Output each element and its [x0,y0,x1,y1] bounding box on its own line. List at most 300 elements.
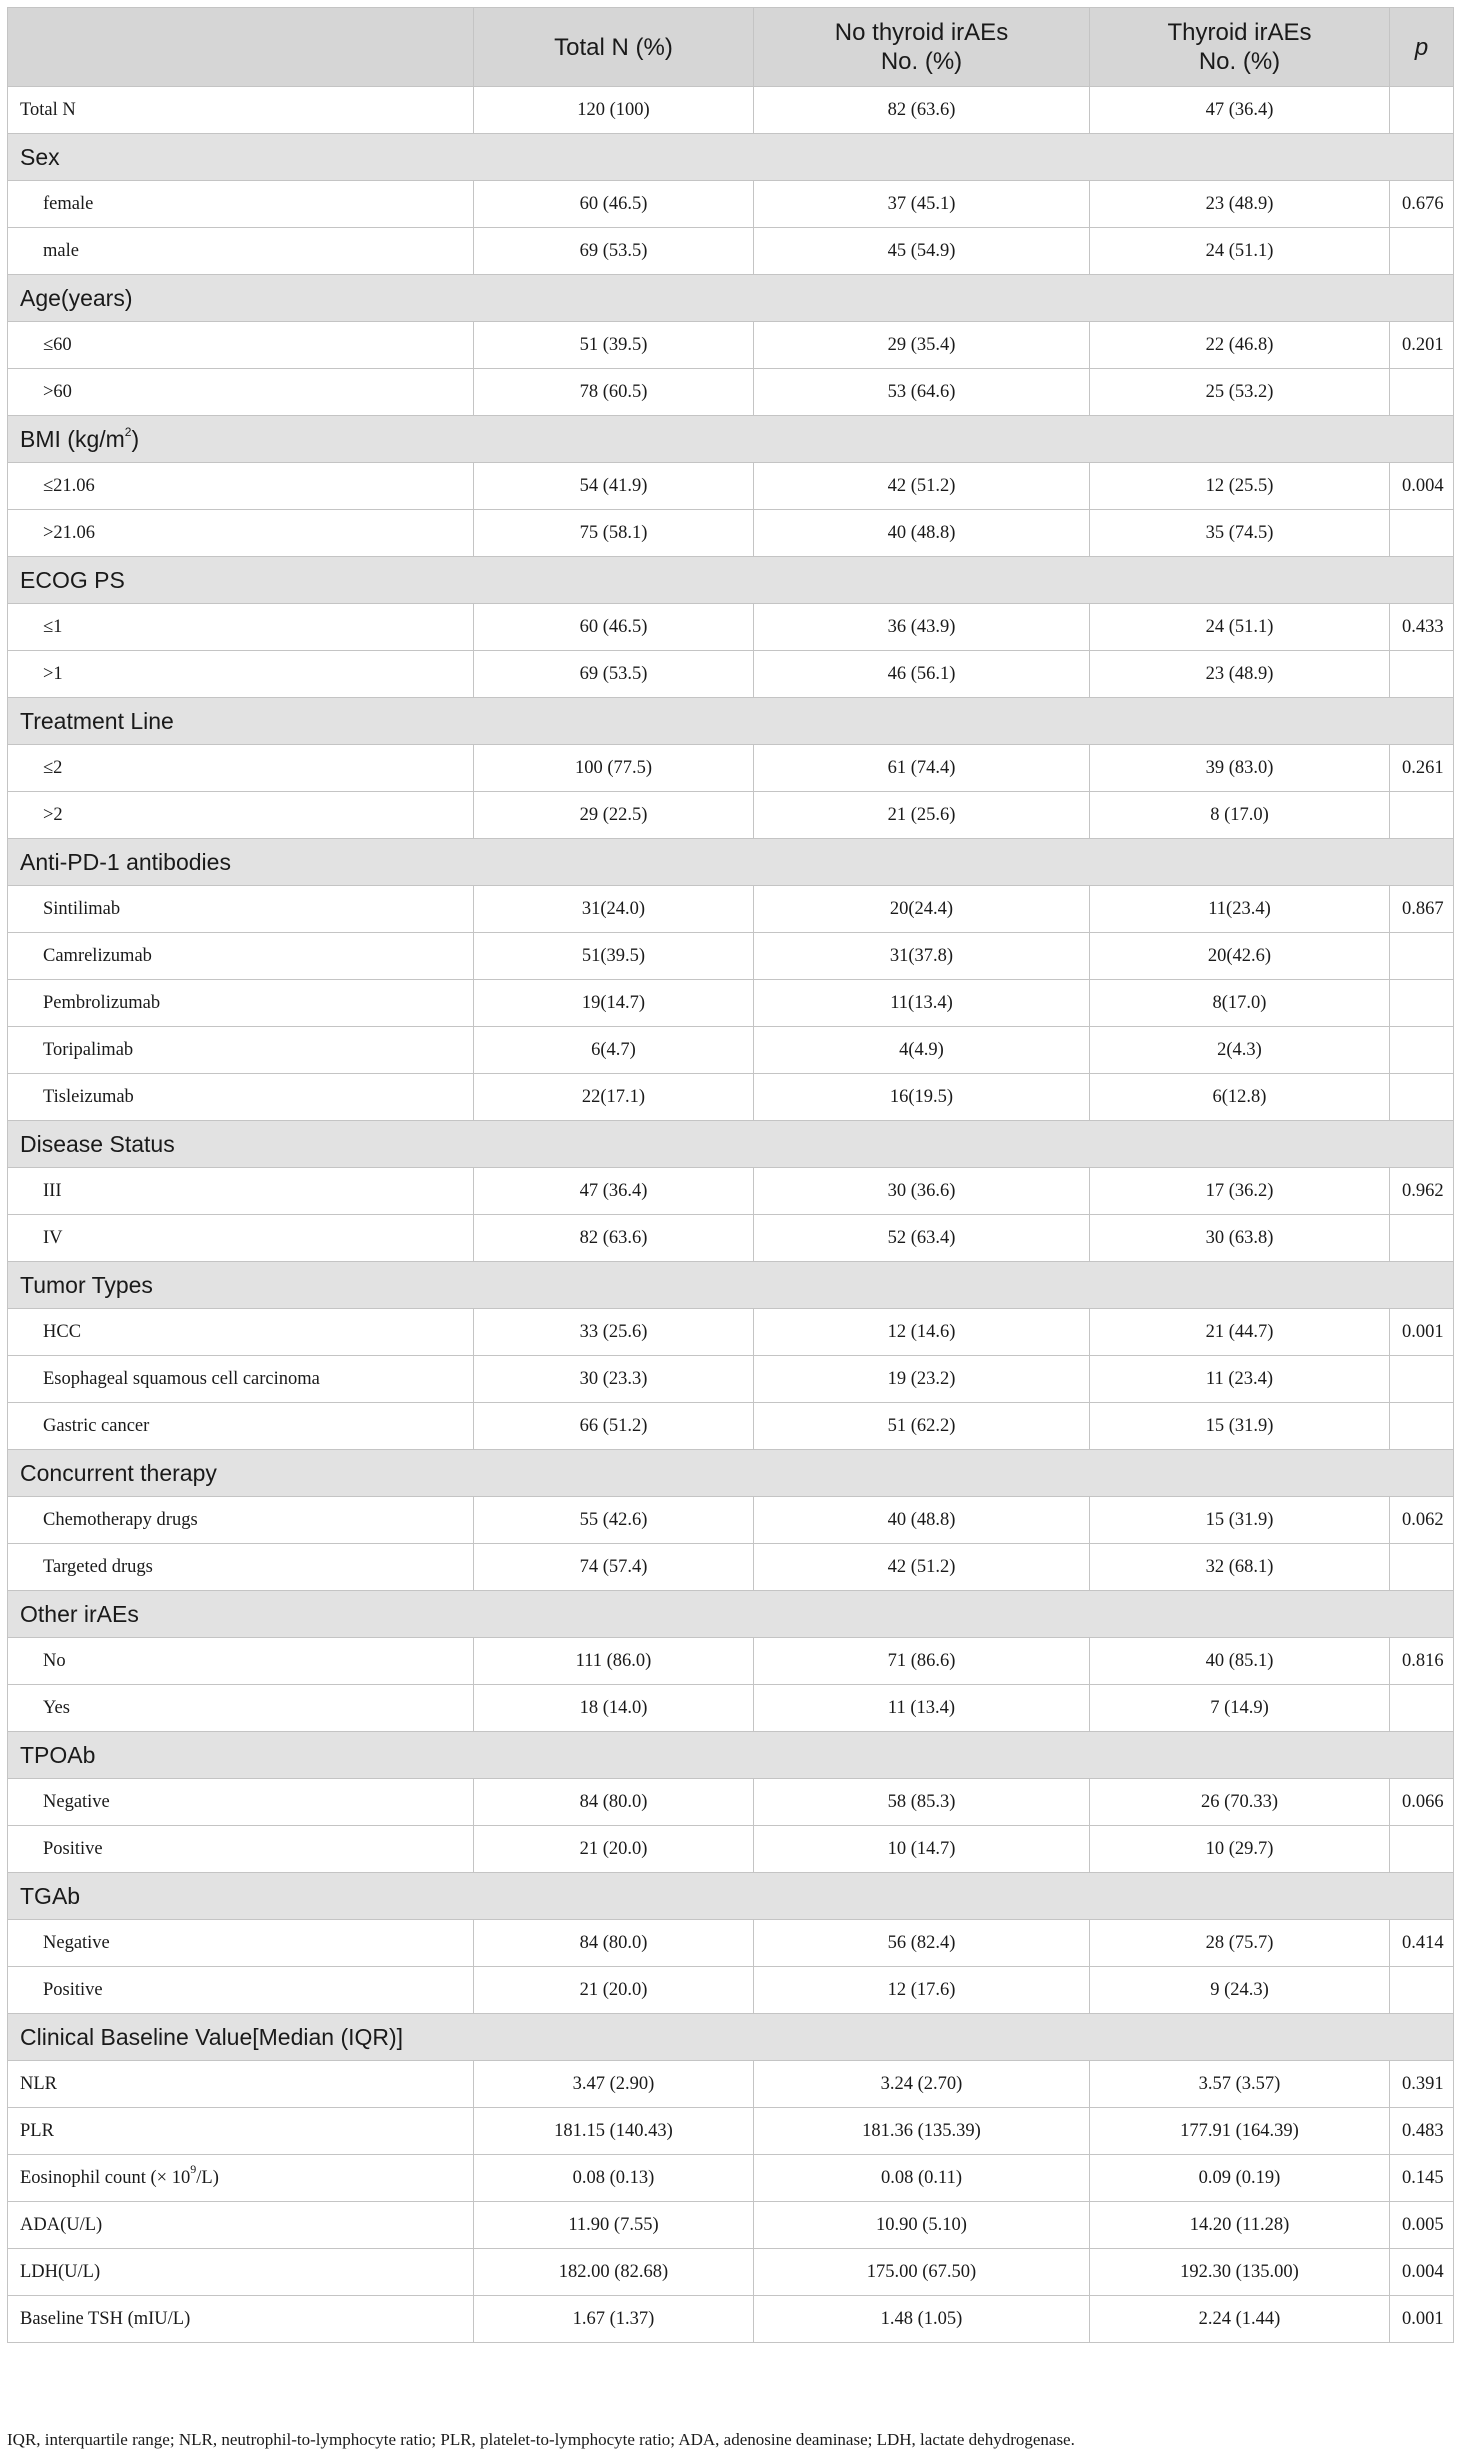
p-value-cell: 0.004 [1390,463,1454,510]
table-row [8,228,1454,275]
no-thyroid-cell: 19 (23.2) [754,1356,1090,1403]
p-value-cell [1390,510,1454,557]
total-cell: 60 (46.5) [474,181,754,228]
row-label-text: Positive [43,1979,103,2000]
row-label [8,1544,474,1591]
row-label-text: Targeted drugs [43,1556,153,1577]
row-label-text: HCC [43,1321,82,1342]
no-thyroid-cell: 37 (45.1) [754,181,1090,228]
row-label-text: female [43,193,94,214]
table-row [8,792,1454,839]
thyroid-cell: 3.57 (3.57) [1090,2061,1390,2108]
thyroid-cell: 2(4.3) [1090,1027,1390,1074]
no-thyroid-cell: 12 (17.6) [754,1967,1090,2014]
row-label [8,886,474,933]
section-label [8,2014,1454,2061]
row-label [8,1826,474,1873]
p-value-cell [1390,369,1454,416]
row-label [8,2249,474,2296]
thyroid-cell: 24 (51.1) [1090,228,1390,275]
section-label-text: Tumor Types [20,1271,153,1298]
p-value-cell [1390,980,1454,1027]
thyroid-cell: 0.09 (0.19) [1090,2155,1390,2202]
thyroid-cell: 14.20 (11.28) [1090,2202,1390,2249]
thyroid-cell: 11(23.4) [1090,886,1390,933]
row-label [8,87,474,134]
thyroid-cell: 22 (46.8) [1090,322,1390,369]
total-cell: 21 (20.0) [474,1826,754,1873]
p-value-cell [1390,1544,1454,1591]
p-value-cell [1390,1826,1454,1873]
thyroid-cell: 35 (74.5) [1090,510,1390,557]
row-label-text: Toripalimab [43,1039,134,1060]
header-p-value: p [1390,8,1454,87]
no-thyroid-cell: 3.24 (2.70) [754,2061,1090,2108]
table-row [8,2296,1454,2343]
no-thyroid-cell: 52 (63.4) [754,1215,1090,1262]
p-value-cell: 0.062 [1390,1497,1454,1544]
p-value-cell: 0.433 [1390,604,1454,651]
header-thyroid [1090,8,1390,87]
row-label-text: Esophageal squamous cell carcinoma [43,1368,320,1389]
p-value-cell [1390,1967,1454,2014]
table-row [8,1779,1454,1826]
table-row [8,1638,1454,1685]
row-label [8,2202,474,2249]
no-thyroid-cell: 20(24.4) [754,886,1090,933]
table-row [8,1967,1454,2014]
section-label-text: Treatment Line [20,707,174,734]
table-header [8,8,1454,87]
no-thyroid-cell: 0.08 (0.11) [754,2155,1090,2202]
thyroid-cell: 2.24 (1.44) [1090,2296,1390,2343]
p-value-cell: 0.004 [1390,2249,1454,2296]
row-label [8,1779,474,1826]
table-row [8,1826,1454,1873]
section-label-text: Other irAEs [20,1600,139,1627]
section-label-text: ECOG PS [20,566,125,593]
total-cell: 29 (22.5) [474,792,754,839]
thyroid-cell: 21 (44.7) [1090,1309,1390,1356]
row-label-text: ≤21.06 [43,475,95,496]
thyroid-cell: 8 (17.0) [1090,792,1390,839]
section-header-row [8,1450,1454,1497]
thyroid-cell: 7 (14.9) [1090,1685,1390,1732]
section-header-row [8,1121,1454,1168]
total-cell: 84 (80.0) [474,1779,754,1826]
row-label-text: Eosinophil count (× 10 [20,2167,191,2188]
row-label [8,2296,474,2343]
section-header-row [8,2014,1454,2061]
row-label [8,604,474,651]
row-label [8,1074,474,1121]
no-thyroid-cell: 82 (63.6) [754,87,1090,134]
row-label-text: ≤2 [43,757,63,778]
row-label-text: LDH(U/L) [20,2261,101,2282]
total-cell: 54 (41.9) [474,463,754,510]
document [7,7,1453,2343]
section-label-text: Disease Status [20,1130,175,1157]
row-label-text: No [43,1650,66,1671]
total-cell: 75 (58.1) [474,510,754,557]
table-row [8,463,1454,510]
row-label [8,1027,474,1074]
row-label [8,2155,474,2202]
table-body [8,87,1454,2343]
section-header-row [8,1591,1454,1638]
no-thyroid-cell: 36 (43.9) [754,604,1090,651]
table-row [8,604,1454,651]
section-label-text: Clinical Baseline Value[Median (IQR)] [20,2023,404,2050]
table-row [8,181,1454,228]
p-value-cell: 0.962 [1390,1168,1454,1215]
section-label [8,839,1454,886]
p-value-cell [1390,1685,1454,1732]
section-label [8,1450,1454,1497]
no-thyroid-cell: 1.48 (1.05) [754,2296,1090,2343]
header-total [474,8,754,87]
table-row [8,1168,1454,1215]
thyroid-cell: 6(12.8) [1090,1074,1390,1121]
total-cell: 69 (53.5) [474,228,754,275]
row-label-text: ≤1 [43,616,63,637]
table-row [8,2155,1454,2202]
total-cell: 3.47 (2.90) [474,2061,754,2108]
p-value-cell: 0.145 [1390,2155,1454,2202]
row-label [8,322,474,369]
table-row [8,2249,1454,2296]
total-cell: 22(17.1) [474,1074,754,1121]
row-label-text: PLR [20,2120,54,2141]
row-label-text: III [43,1180,62,1201]
p-value-cell: 0.816 [1390,1638,1454,1685]
table-row [8,1920,1454,1967]
section-label-superscript: 2 [124,424,132,439]
no-thyroid-cell: 40 (48.8) [754,510,1090,557]
row-label-text: Gastric cancer [43,1415,150,1436]
header-empty-cell [8,8,474,87]
total-cell: 51 (39.5) [474,322,754,369]
total-cell: 82 (63.6) [474,1215,754,1262]
row-label-text: Sintilimab [43,898,121,919]
no-thyroid-cell: 11 (13.4) [754,1685,1090,1732]
section-label [8,698,1454,745]
total-cell: 47 (36.4) [474,1168,754,1215]
p-value-cell: 0.001 [1390,1309,1454,1356]
thyroid-cell: 17 (36.2) [1090,1168,1390,1215]
thyroid-cell: 39 (83.0) [1090,745,1390,792]
row-label-text: NLR [20,2073,57,2094]
p-value-cell: 0.391 [1390,2061,1454,2108]
no-thyroid-cell: 61 (74.4) [754,745,1090,792]
row-label [8,2108,474,2155]
table-row [8,1403,1454,1450]
total-cell: 66 (51.2) [474,1403,754,1450]
p-value-cell [1390,1356,1454,1403]
total-cell: 21 (20.0) [474,1967,754,2014]
section-label [8,557,1454,604]
thyroid-cell: 23 (48.9) [1090,651,1390,698]
header-row [8,8,1454,87]
thyroid-cell: 10 (29.7) [1090,1826,1390,1873]
total-cell: 74 (57.4) [474,1544,754,1591]
no-thyroid-cell: 11(13.4) [754,980,1090,1027]
total-cell: 182.00 (82.68) [474,2249,754,2296]
row-label [8,1497,474,1544]
total-cell: 30 (23.3) [474,1356,754,1403]
row-label-text: >60 [43,381,72,402]
thyroid-cell: 192.30 (135.00) [1090,2249,1390,2296]
p-value-cell [1390,1027,1454,1074]
table-row [8,1497,1454,1544]
row-label [8,181,474,228]
p-value-cell: 0.483 [1390,2108,1454,2155]
table-row [8,980,1454,1027]
row-label [8,510,474,557]
section-label [8,1121,1454,1168]
p-value-cell [1390,228,1454,275]
thyroid-cell: 40 (85.1) [1090,1638,1390,1685]
row-label [8,1638,474,1685]
section-header-row [8,416,1454,463]
row-label-text: Yes [43,1697,70,1718]
section-header-row [8,557,1454,604]
table-footnote: IQR, interquartile range; NLR, neutrophil-to-lymphocyte ratio; PLR, platelet-to-lymphocyte ratio; ADA, adenosine deaminase; LDH, lactate dehydrogenase. [7,2430,1075,2449]
no-thyroid-cell: 46 (56.1) [754,651,1090,698]
section-label-suffix: ) [131,425,140,452]
row-label [8,1215,474,1262]
no-thyroid-cell: 42 (51.2) [754,463,1090,510]
total-cell: 78 (60.5) [474,369,754,416]
section-label [8,1591,1454,1638]
no-thyroid-cell: 4(4.9) [754,1027,1090,1074]
section-label [8,275,1454,322]
thyroid-cell: 30 (63.8) [1090,1215,1390,1262]
section-header-row [8,134,1454,181]
section-header-row [8,1262,1454,1309]
row-label [8,1920,474,1967]
no-thyroid-cell: 42 (51.2) [754,1544,1090,1591]
thyroid-cell: 15 (31.9) [1090,1403,1390,1450]
row-label-text: Negative [43,1791,110,1812]
row-label [8,1685,474,1732]
thyroid-cell: 8(17.0) [1090,980,1390,1027]
table-row [8,2108,1454,2155]
section-label-text: Anti-PD-1 antibodies [20,848,231,875]
section-label-text: Sex [20,143,60,170]
total-cell: 11.90 (7.55) [474,2202,754,2249]
row-label-text: Baseline TSH (mIU/L) [20,2308,191,2329]
table-row [8,87,1454,134]
total-cell: 120 (100) [474,87,754,134]
total-cell: 18 (14.0) [474,1685,754,1732]
row-label-text: Tisleizumab [43,1086,134,1107]
no-thyroid-cell: 51 (62.2) [754,1403,1090,1450]
thyroid-cell: 24 (51.1) [1090,604,1390,651]
no-thyroid-cell: 12 (14.6) [754,1309,1090,1356]
p-value-cell: 0.676 [1390,181,1454,228]
row-label-text: Pembrolizumab [43,992,161,1013]
header-thyroid-line1: Thyroid irAEs [1167,19,1312,46]
section-label-text: BMI (kg/m [20,425,125,452]
no-thyroid-cell: 56 (82.4) [754,1920,1090,1967]
thyroid-cell: 11 (23.4) [1090,1356,1390,1403]
p-value-cell [1390,1215,1454,1262]
total-cell: 60 (46.5) [474,604,754,651]
total-cell: 100 (77.5) [474,745,754,792]
thyroid-cell: 28 (75.7) [1090,1920,1390,1967]
section-label [8,134,1454,181]
header-no-thyroid-line2: No. (%) [880,48,963,75]
row-label [8,1403,474,1450]
row-label [8,1967,474,2014]
p-value-cell: 0.001 [1390,2296,1454,2343]
characteristics-table [7,7,1454,2343]
row-label-text: Positive [43,1838,103,1859]
row-label [8,1309,474,1356]
table-row [8,369,1454,416]
total-cell: 33 (25.6) [474,1309,754,1356]
row-label-text: >21.06 [43,522,96,543]
total-cell: 55 (42.6) [474,1497,754,1544]
no-thyroid-cell: 175.00 (67.50) [754,2249,1090,2296]
row-label-text: Chemotherapy drugs [43,1509,198,1530]
row-label-text: >2 [43,804,63,825]
no-thyroid-cell: 58 (85.3) [754,1779,1090,1826]
no-thyroid-cell: 16(19.5) [754,1074,1090,1121]
no-thyroid-cell: 10.90 (5.10) [754,2202,1090,2249]
table-row [8,1074,1454,1121]
table-row [8,2202,1454,2249]
thyroid-cell: 20(42.6) [1090,933,1390,980]
total-cell: 0.08 (0.13) [474,2155,754,2202]
p-value-cell: 0.005 [1390,2202,1454,2249]
thyroid-cell: 25 (53.2) [1090,369,1390,416]
no-thyroid-cell: 71 (86.6) [754,1638,1090,1685]
row-label-text: Camrelizumab [43,945,152,966]
row-label [8,463,474,510]
total-cell: 181.15 (140.43) [474,2108,754,2155]
p-value-cell [1390,792,1454,839]
p-value-cell [1390,933,1454,980]
row-label [8,1356,474,1403]
no-thyroid-cell: 31(37.8) [754,933,1090,980]
section-label-text: TGAb [20,1882,81,1909]
row-label-text: Total N [20,99,76,120]
total-cell: 69 (53.5) [474,651,754,698]
thyroid-cell: 15 (31.9) [1090,1497,1390,1544]
row-label-text: ADA(U/L) [20,2214,103,2235]
row-label-text: Negative [43,1932,110,1953]
no-thyroid-cell: 40 (48.8) [754,1497,1090,1544]
p-value-cell [1390,87,1454,134]
no-thyroid-cell: 10 (14.7) [754,1826,1090,1873]
table-row [8,1215,1454,1262]
thyroid-cell: 32 (68.1) [1090,1544,1390,1591]
section-header-row [8,1732,1454,1779]
p-value-cell: 0.261 [1390,745,1454,792]
table-row [8,886,1454,933]
total-cell: 31(24.0) [474,886,754,933]
total-cell: 19(14.7) [474,980,754,1027]
thyroid-cell: 26 (70.33) [1090,1779,1390,1826]
section-label [8,1732,1454,1779]
table-row [8,2061,1454,2108]
p-value-cell: 0.414 [1390,1920,1454,1967]
section-header-row [8,1873,1454,1920]
total-cell: 111 (86.0) [474,1638,754,1685]
section-label [8,1873,1454,1920]
table-row [8,1544,1454,1591]
p-value-cell [1390,651,1454,698]
no-thyroid-cell: 29 (35.4) [754,322,1090,369]
p-value-cell: 0.201 [1390,322,1454,369]
row-label [8,651,474,698]
header-no-thyroid [754,8,1090,87]
table-row [8,1356,1454,1403]
p-value-cell [1390,1403,1454,1450]
section-label-text: Concurrent therapy [20,1459,217,1486]
no-thyroid-cell: 181.36 (135.39) [754,2108,1090,2155]
table-row [8,510,1454,557]
header-thyroid-line2: No. (%) [1198,48,1281,75]
no-thyroid-cell: 45 (54.9) [754,228,1090,275]
p-value-cell: 0.867 [1390,886,1454,933]
total-cell: 6(4.7) [474,1027,754,1074]
row-label [8,792,474,839]
total-cell: 51(39.5) [474,933,754,980]
thyroid-cell: 23 (48.9) [1090,181,1390,228]
section-header-row [8,698,1454,745]
no-thyroid-cell: 30 (36.6) [754,1168,1090,1215]
p-value-cell [1390,1074,1454,1121]
row-label-text: IV [43,1227,63,1248]
total-cell: 84 (80.0) [474,1920,754,1967]
table-row [8,745,1454,792]
row-label-text: male [43,240,79,261]
thyroid-cell: 47 (36.4) [1090,87,1390,134]
row-label [8,1168,474,1215]
table-row [8,651,1454,698]
row-label-text: >1 [43,663,63,684]
row-label [8,369,474,416]
row-label-superscript: 9 [190,2162,197,2177]
header-no-thyroid-line1: No thyroid irAEs [834,19,1009,46]
row-label-text: ≤60 [43,334,72,355]
total-cell: 1.67 (1.37) [474,2296,754,2343]
thyroid-cell: 177.91 (164.39) [1090,2108,1390,2155]
section-header-row [8,839,1454,886]
no-thyroid-cell: 53 (64.6) [754,369,1090,416]
no-thyroid-cell: 21 (25.6) [754,792,1090,839]
table-row [8,933,1454,980]
row-label [8,228,474,275]
section-label-text: TPOAb [20,1741,96,1768]
table-row [8,1309,1454,1356]
table-row [8,322,1454,369]
row-label [8,980,474,1027]
section-label [8,416,1454,463]
thyroid-cell: 9 (24.3) [1090,1967,1390,2014]
row-label-suffix: /L) [196,2167,219,2188]
row-label [8,933,474,980]
section-label-text: Age(years) [20,284,133,311]
table-row [8,1685,1454,1732]
thyroid-cell: 12 (25.5) [1090,463,1390,510]
row-label [8,745,474,792]
section-header-row [8,275,1454,322]
header-total-label: Total N (%) [554,33,673,61]
